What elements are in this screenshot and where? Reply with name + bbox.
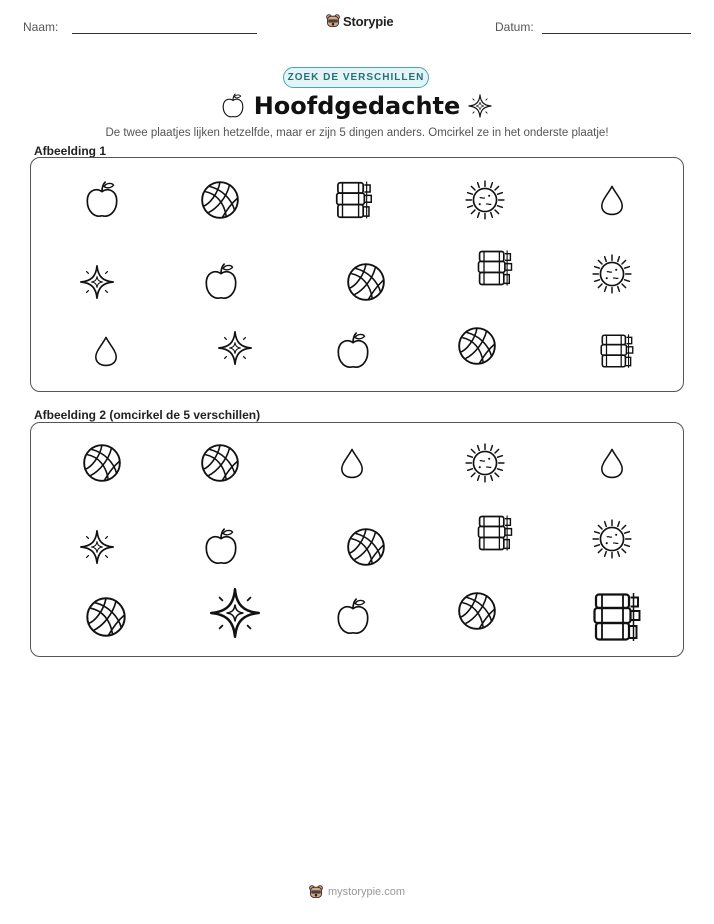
picture1-ball-icon bbox=[199, 179, 241, 221]
picture1-apple-icon bbox=[200, 261, 242, 303]
picture1-panel bbox=[30, 157, 684, 392]
name-label: Naam: bbox=[23, 20, 59, 34]
footer-url[interactable]: mystorypie.com bbox=[328, 886, 406, 898]
picture2-ball-icon[interactable] bbox=[456, 590, 498, 632]
picture1-label: Afbeelding 1 bbox=[34, 144, 107, 158]
storypie-logo bbox=[325, 13, 393, 29]
picture1-books-icon bbox=[473, 246, 517, 290]
picture2-panel[interactable] bbox=[30, 422, 684, 657]
picture1-ball-icon bbox=[456, 325, 498, 367]
name-line[interactable] bbox=[72, 33, 257, 34]
picture1-drop-icon bbox=[89, 334, 123, 368]
bear-icon bbox=[325, 13, 341, 29]
picture2-ball-icon[interactable] bbox=[199, 442, 241, 484]
picture1-ball-icon bbox=[345, 261, 387, 303]
picture1-apple-icon bbox=[81, 179, 123, 221]
picture1-books-icon bbox=[596, 330, 638, 372]
picture2-ball-icon[interactable] bbox=[345, 526, 387, 568]
picture2-ball-icon[interactable] bbox=[81, 442, 123, 484]
instructions: De twee plaatjes lijken hetzelfde, maar er zijn 5 dingen anders. Omcirkel ze in het onderste plaatje! bbox=[105, 127, 609, 139]
date-label: Datum: bbox=[495, 20, 534, 34]
picture2-drop-icon[interactable] bbox=[595, 446, 629, 480]
picture2-apple-icon[interactable] bbox=[200, 526, 242, 568]
activity-badge: ZOEK DE VERSCHILLEN bbox=[283, 67, 429, 88]
picture1-sparkle-icon bbox=[216, 329, 254, 367]
picture2-sparkle-icon[interactable] bbox=[78, 528, 116, 566]
picture2-apple-icon[interactable] bbox=[332, 596, 374, 638]
picture2-books-icon[interactable] bbox=[587, 587, 647, 647]
picture1-apple-icon bbox=[332, 330, 374, 372]
sparkle-icon bbox=[467, 93, 493, 119]
picture2-books-icon[interactable] bbox=[473, 511, 517, 555]
picture1-drop-icon bbox=[595, 183, 629, 217]
bear-icon bbox=[308, 884, 324, 900]
picture1-sun-icon bbox=[591, 253, 633, 295]
picture2-drop-icon[interactable] bbox=[335, 446, 369, 480]
picture1-sparkle-icon bbox=[78, 263, 116, 301]
picture2-sun-icon[interactable] bbox=[464, 442, 506, 484]
picture2-label: Afbeelding 2 (omcirkel de 5 verschillen) bbox=[34, 408, 261, 422]
footer bbox=[308, 884, 405, 900]
brand-name: Storypie bbox=[343, 13, 394, 29]
picture2-ball-icon[interactable] bbox=[84, 595, 128, 639]
picture2-sparkle-icon[interactable] bbox=[207, 585, 263, 641]
page-title: Hoofdgedachte bbox=[253, 92, 461, 120]
picture1-sun-icon bbox=[464, 179, 506, 221]
date-line[interactable] bbox=[542, 33, 691, 34]
picture2-sun-icon[interactable] bbox=[591, 518, 633, 560]
picture1-books-icon bbox=[331, 177, 377, 223]
